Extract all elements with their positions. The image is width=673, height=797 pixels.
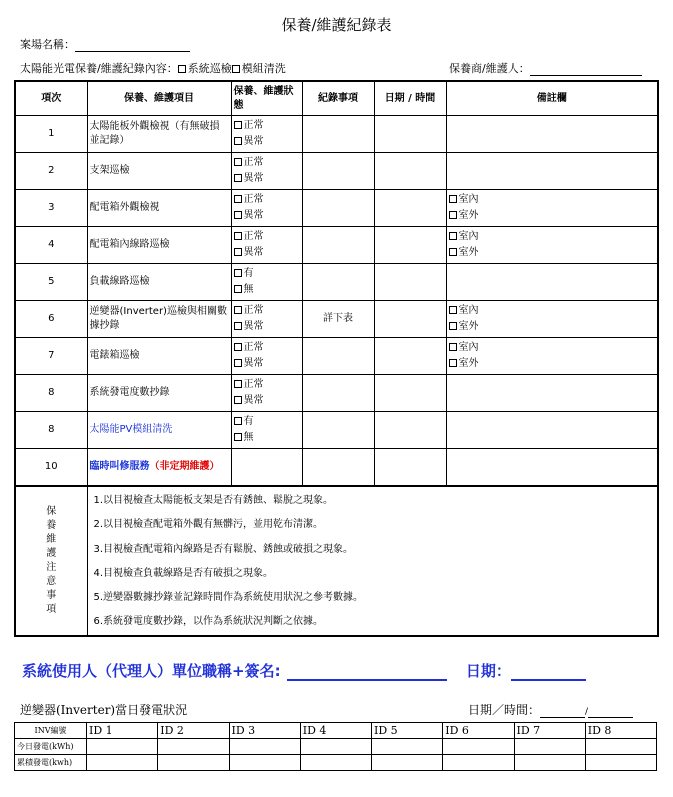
header-item: 保養、維護項目	[87, 81, 231, 116]
status-option[interactable]	[234, 155, 300, 171]
inv-value-cell[interactable]	[585, 739, 656, 755]
inv-value-cell[interactable]	[372, 739, 443, 755]
status-option[interactable]	[234, 192, 300, 208]
row-record[interactable]	[302, 116, 374, 153]
status-label: 無	[243, 284, 254, 295]
status-label: 正常	[243, 305, 264, 316]
table-row	[15, 264, 658, 301]
status-label: 異常	[243, 321, 264, 332]
content-row	[20, 60, 286, 76]
inverter-today-row	[15, 739, 657, 755]
row-remark	[446, 338, 658, 375]
site-name-label: 案場名稱：	[20, 38, 75, 51]
inv-value-cell[interactable]	[300, 739, 371, 755]
row-item	[87, 449, 231, 487]
status-option[interactable]	[234, 208, 300, 224]
inverter-date-field[interactable]	[540, 705, 585, 718]
row-datetime[interactable]	[374, 449, 446, 487]
status-checkbox[interactable]	[234, 359, 242, 367]
status-option[interactable]	[234, 134, 300, 150]
remark-option[interactable]	[449, 245, 656, 261]
row-datetime[interactable]	[374, 301, 446, 338]
status-label: 正常	[243, 342, 264, 353]
remark-checkbox[interactable]	[449, 343, 457, 351]
row-status	[231, 375, 302, 412]
row-number: 8	[15, 412, 87, 449]
row-number: 8	[15, 375, 87, 412]
status-option[interactable]	[234, 303, 300, 319]
maintainer-field[interactable]	[530, 64, 642, 76]
remark-option[interactable]	[449, 356, 656, 372]
row-record[interactable]	[302, 190, 374, 227]
note-item: 5.逆變器數據抄錄並記錄時間作為系統使用狀況之參考數據。	[93, 592, 364, 604]
status-checkbox[interactable]	[234, 211, 242, 219]
row-remark	[446, 116, 658, 153]
signature-row	[22, 660, 586, 681]
note-item: 4.目視檢查負載線路是否有破損之現象。	[93, 567, 274, 579]
status-option[interactable]	[234, 430, 300, 446]
status-option[interactable]	[234, 393, 300, 409]
remark-checkbox[interactable]	[449, 248, 457, 256]
inverter-datetime-label: 日期／時間：	[468, 703, 541, 717]
row-remark	[446, 264, 658, 301]
inv-value-cell[interactable]	[443, 739, 514, 755]
status-option[interactable]	[234, 319, 300, 335]
row-number: 1	[15, 116, 87, 153]
remark-label: 室外	[458, 210, 479, 221]
inv-number-label: INV編號	[15, 723, 87, 739]
row-remark	[446, 301, 658, 338]
notes-label	[15, 486, 87, 636]
inv-value-cell[interactable]	[229, 739, 300, 755]
row-number: 6	[15, 301, 87, 338]
inv-value-cell[interactable]	[514, 755, 585, 771]
table-row	[15, 227, 658, 264]
site-name-field[interactable]	[75, 40, 190, 52]
status-label: 正常	[243, 194, 264, 205]
row-item-note: （非定期維護）	[149, 461, 220, 472]
notes-label-text: 保養維護注意事項	[46, 505, 57, 615]
row-item: 負載線路巡檢	[87, 264, 231, 301]
inv-id-header: ID 6	[443, 723, 514, 739]
remark-label: 室外	[458, 358, 479, 369]
row-record[interactable]	[302, 227, 374, 264]
remark-checkbox[interactable]	[449, 306, 457, 314]
status-label: 正常	[243, 120, 264, 131]
status-option[interactable]	[234, 118, 300, 134]
row-status	[231, 227, 302, 264]
row-number: 4	[15, 227, 87, 264]
remark-label: 室內	[458, 342, 479, 353]
status-label: 異常	[243, 247, 264, 258]
row-status	[231, 190, 302, 227]
status-checkbox[interactable]	[234, 322, 242, 330]
signature-date-label: 日期：	[465, 662, 511, 680]
header-datetime: 日期 / 時間	[374, 81, 446, 116]
row-status	[231, 338, 302, 375]
row-remark	[446, 190, 658, 227]
header-status: 保養、維護狀態	[231, 81, 302, 116]
row-item: 配電箱內線路巡檢	[87, 227, 231, 264]
inverter-datetime-sep: /	[585, 707, 589, 717]
header-num: 項次	[15, 81, 87, 116]
inspection-label: 系統巡檢	[187, 62, 232, 75]
table-row	[15, 375, 658, 412]
row-item: 配電箱外觀檢視	[87, 190, 231, 227]
inverter-header-row	[15, 723, 657, 739]
row-datetime[interactable]	[374, 153, 446, 190]
status-checkbox[interactable]	[234, 121, 242, 129]
status-option[interactable]	[234, 356, 300, 372]
remark-checkbox[interactable]	[449, 211, 457, 219]
status-option[interactable]	[234, 282, 300, 298]
row-datetime[interactable]	[374, 338, 446, 375]
inv-id-header: ID 7	[514, 723, 585, 739]
status-checkbox[interactable]	[234, 433, 242, 441]
remark-checkbox[interactable]	[449, 232, 457, 240]
note-item: 6.系統發電度數抄錄，以作為系統狀況判斷之依據。	[93, 616, 324, 628]
status-checkbox[interactable]	[234, 158, 242, 166]
remark-label: 室內	[458, 231, 479, 242]
status-checkbox[interactable]	[234, 417, 242, 425]
row-datetime[interactable]	[374, 190, 446, 227]
row-record[interactable]: 詳下表	[302, 301, 374, 338]
status-checkbox[interactable]	[234, 306, 242, 314]
row-datetime[interactable]	[374, 264, 446, 301]
signature-label: 系統使用人（代理人）單位職稱+簽名:	[22, 662, 281, 680]
status-checkbox[interactable]	[234, 195, 242, 203]
row-number: 10	[15, 449, 87, 487]
cleaning-checkbox[interactable]	[232, 65, 240, 73]
row-remark	[446, 153, 658, 190]
status-checkbox[interactable]	[234, 343, 242, 351]
row-record[interactable]	[302, 338, 374, 375]
row-remark	[446, 227, 658, 264]
inv-id-header: ID 3	[229, 723, 300, 739]
status-checkbox[interactable]	[234, 396, 242, 404]
row-remark	[446, 412, 658, 449]
inverter-total-row	[15, 755, 657, 771]
remark-option[interactable]	[449, 319, 656, 335]
row-record[interactable]	[302, 153, 374, 190]
remark-checkbox[interactable]	[449, 322, 457, 330]
table-row	[15, 449, 658, 487]
remark-option[interactable]	[449, 208, 656, 224]
status-label: 異常	[243, 395, 264, 406]
row-item: 太陽能板外觀檢視（有無破損並記錄）	[87, 116, 231, 153]
inv-id-header: ID 4	[300, 723, 371, 739]
table-row	[15, 412, 658, 449]
row-datetime[interactable]	[374, 412, 446, 449]
status-option[interactable]	[234, 171, 300, 187]
inspection-checkbox[interactable]	[178, 65, 186, 73]
status-label: 無	[243, 432, 254, 443]
inverter-title: 逆變器(Inverter)當日發電狀況	[20, 703, 188, 717]
remark-label: 室內	[458, 305, 479, 316]
maintainer-label: 保養商/維護人：	[449, 62, 530, 75]
status-label: 正常	[243, 379, 264, 390]
remark-label: 室內	[458, 194, 479, 205]
inverter-table	[14, 722, 657, 771]
row-status	[231, 116, 302, 153]
row-record[interactable]	[302, 412, 374, 449]
status-label: 有	[243, 268, 254, 279]
table-row	[15, 153, 658, 190]
inv-value-cell[interactable]	[514, 739, 585, 755]
row-item: 系統發電度數抄錄	[87, 375, 231, 412]
inv-row-label: 累積發電(kwh)	[15, 755, 87, 771]
row-number: 5	[15, 264, 87, 301]
status-option[interactable]	[234, 414, 300, 430]
inv-row-label: 今日發電(kWh)	[15, 739, 87, 755]
table-header-row	[15, 81, 658, 116]
status-label: 異常	[243, 358, 264, 369]
row-datetime[interactable]	[374, 116, 446, 153]
status-label: 異常	[243, 173, 264, 184]
status-label: 異常	[243, 136, 264, 147]
row-item: 支架巡檢	[87, 153, 231, 190]
remark-label: 室外	[458, 247, 479, 258]
status-checkbox[interactable]	[234, 232, 242, 240]
remark-option[interactable]	[449, 340, 656, 356]
table-row	[15, 338, 658, 375]
status-label: 異常	[243, 210, 264, 221]
remark-checkbox[interactable]	[449, 195, 457, 203]
inv-id-header: ID 8	[585, 723, 656, 739]
inv-value-cell[interactable]	[372, 755, 443, 771]
note-item: 1.以目視檢查太陽能板支架是否有銹蝕、鬆脫之現象。	[93, 495, 334, 506]
row-datetime[interactable]	[374, 375, 446, 412]
inv-value-cell[interactable]	[87, 739, 158, 755]
inv-value-cell[interactable]	[300, 755, 371, 771]
inverter-datetime-row	[468, 701, 633, 718]
inv-value-cell[interactable]	[87, 755, 158, 771]
cleaning-label: 模組清洗	[241, 62, 286, 75]
note-item: 2.以目視檢查配電箱外觀有無髒污，並用乾布清潔。	[93, 519, 324, 531]
header-record: 紀錄事項	[302, 81, 374, 116]
inv-value-cell[interactable]	[585, 755, 656, 771]
row-record[interactable]	[302, 449, 374, 487]
inverter-time-field[interactable]	[588, 705, 633, 718]
table-row	[15, 190, 658, 227]
row-status	[231, 301, 302, 338]
maintainer-row	[449, 60, 642, 76]
table-row	[15, 116, 658, 153]
status-label: 正常	[243, 157, 264, 168]
inv-value-cell[interactable]	[158, 755, 229, 771]
status-option[interactable]	[234, 340, 300, 356]
row-item-main: 臨時叫修服務	[89, 461, 150, 472]
row-record[interactable]	[302, 264, 374, 301]
remark-option[interactable]	[449, 229, 656, 245]
status-option[interactable]	[234, 377, 300, 393]
status-option[interactable]	[234, 245, 300, 261]
site-name-row	[20, 36, 190, 52]
signature-date-field[interactable]	[511, 663, 586, 681]
status-checkbox[interactable]	[234, 137, 242, 145]
row-number: 3	[15, 190, 87, 227]
inv-id-header: ID 1	[87, 723, 158, 739]
row-number: 2	[15, 153, 87, 190]
row-status	[231, 264, 302, 301]
row-number: 7	[15, 338, 87, 375]
status-option[interactable]	[234, 266, 300, 282]
notes-list	[87, 486, 658, 636]
row-status	[231, 153, 302, 190]
remark-checkbox[interactable]	[449, 359, 457, 367]
note-item: 3.目視檢查配電箱內線路是否有鬆脫、銹蝕或破損之現象。	[93, 543, 354, 555]
status-checkbox[interactable]	[234, 269, 242, 277]
row-record[interactable]	[302, 375, 374, 412]
content-label: 太陽能光電保養/維護紀錄內容：	[20, 62, 178, 75]
status-checkbox[interactable]	[234, 174, 242, 182]
row-remark	[446, 375, 658, 412]
inv-id-header: ID 5	[372, 723, 443, 739]
row-datetime[interactable]	[374, 227, 446, 264]
row-item: 電錶箱巡檢	[87, 338, 231, 375]
remark-option[interactable]	[449, 192, 656, 208]
inv-value-cell[interactable]	[443, 755, 514, 771]
page-title: 保養/維護紀錄表	[281, 16, 392, 34]
notes-row	[15, 486, 658, 636]
status-label: 正常	[243, 231, 264, 242]
row-item: 太陽能PV模組清洗	[87, 412, 231, 449]
status-option[interactable]	[234, 229, 300, 245]
remark-label: 室外	[458, 321, 479, 332]
header-remark: 備註欄	[446, 81, 658, 116]
table-row	[15, 301, 658, 338]
row-status	[231, 412, 302, 449]
row-status	[231, 449, 302, 487]
status-checkbox[interactable]	[234, 285, 242, 293]
row-item: 逆變器(Inverter)巡檢與相關數據抄錄	[87, 301, 231, 338]
status-checkbox[interactable]	[234, 380, 242, 388]
row-remark	[446, 449, 658, 487]
status-checkbox[interactable]	[234, 248, 242, 256]
remark-option[interactable]	[449, 303, 656, 319]
maintenance-table	[14, 80, 659, 637]
inv-value-cell[interactable]	[158, 739, 229, 755]
inv-value-cell[interactable]	[229, 755, 300, 771]
status-label: 有	[243, 416, 254, 427]
signature-field[interactable]	[287, 663, 447, 681]
inv-id-header: ID 2	[158, 723, 229, 739]
